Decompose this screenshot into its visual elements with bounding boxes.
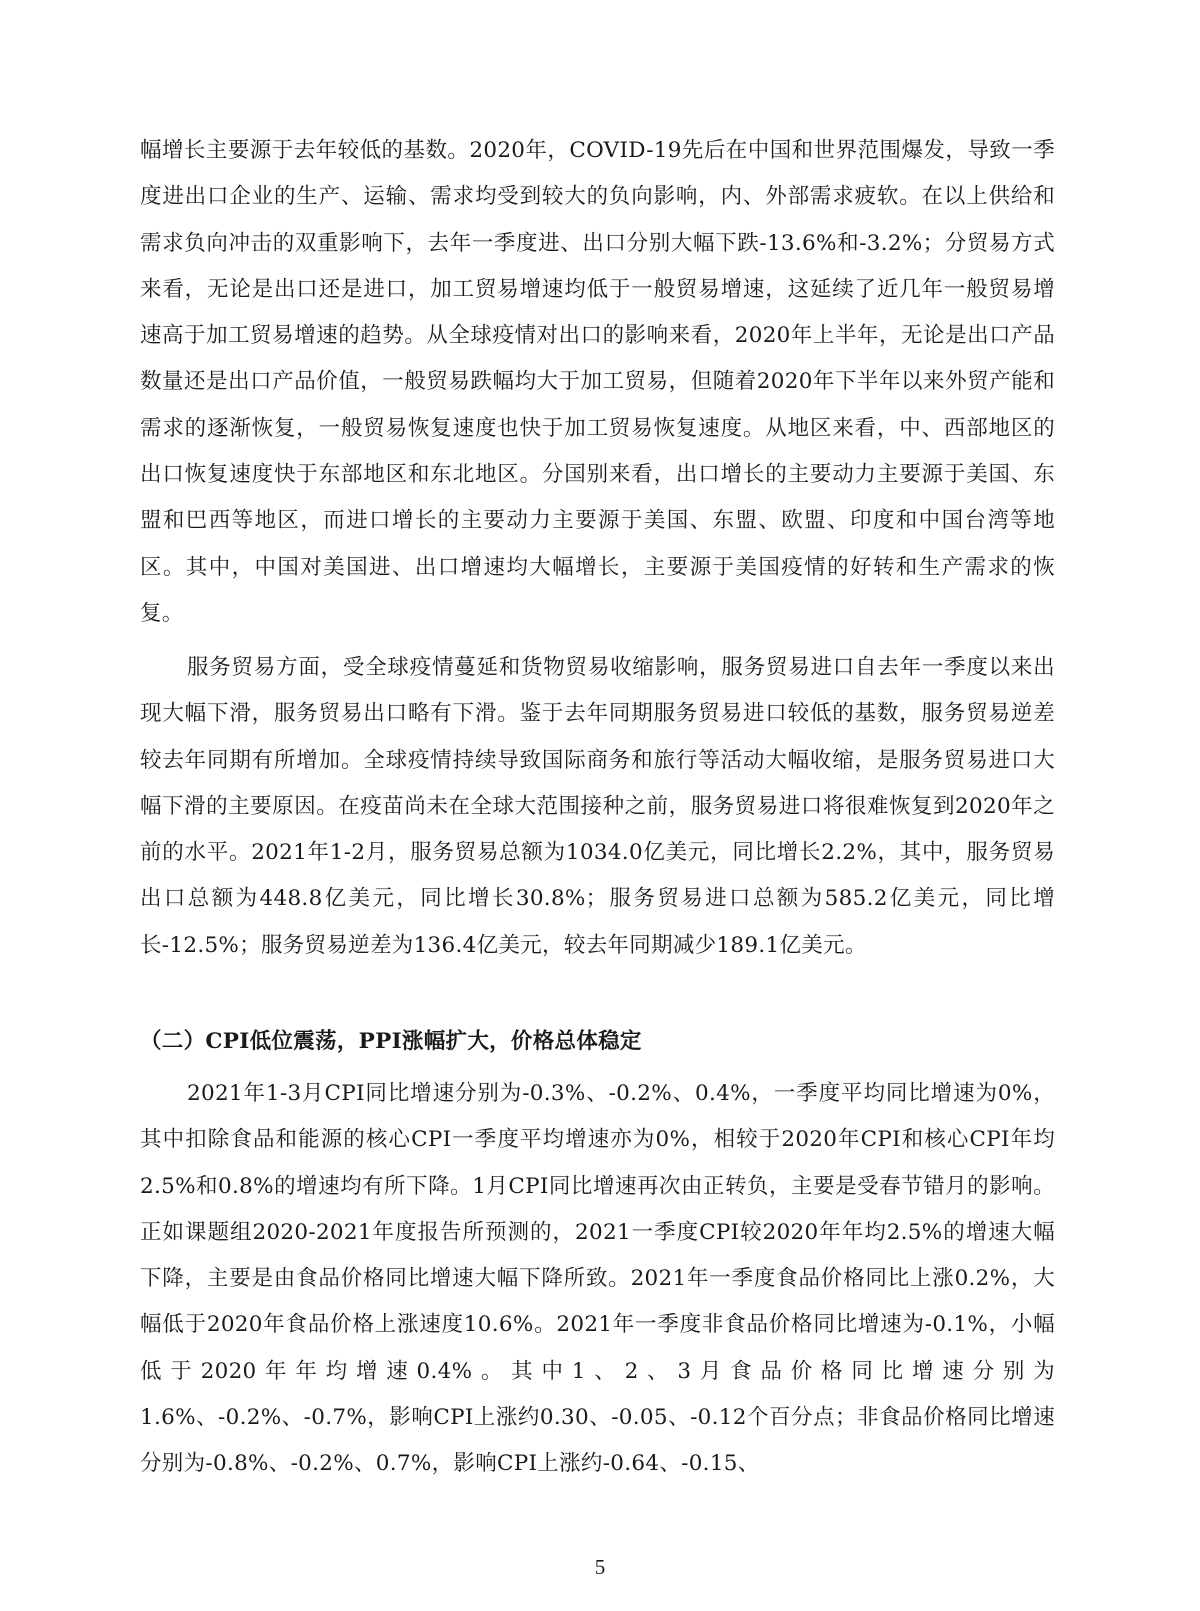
section-heading-cpi-ppi: （二）CPI低位震荡，PPI涨幅扩大，价格总体稳定 xyxy=(140,1029,642,1054)
page-number: 5 xyxy=(594,1555,606,1579)
body-paragraph-trade: 幅增长主要源于去年较低的基数。2020年，COVID-19先后在中国和世界范围爆发，导致一季度进出口企业的生产、运输、需求均受到较大的负向影响，内、外部需求疲软。在以上供给和需求负向冲击的双重影响下，去年一季度进、出口分别大幅下跌-13.6%和-3.2%；分贸易方式来看，无论是出口还是进口，加工贸易增速均低于一般贸易增速，这延续了近几年一般贸易增速高于加工贸易增速的趋势。从全球疫情对出口的影响来看，2020年上半年，无论是出口产品数量还是出口产品价值，一般贸易跌幅均大于加工贸易，但随着2020年下半年以来外贸产能和需求的逐渐恢复，一般贸易恢复速度也快于加工贸易恢复速度。从地区来看，中、西部地区的出口恢复速度快于东部地区和东北地区。分国别来看，出口增长的主要动力主要源于美国、东盟和巴西等地区，而进口增长的主要动力主要源于美国、东盟、欧盟、印度和中国台湾等地区。其中，中国对美国进、出口增速均大幅增长，主要源于美国疫情的好转和生产需求的恢复。 xyxy=(140,138,1055,626)
body-paragraph-services-trade: 服务贸易方面，受全球疫情蔓延和货物贸易收缩影响，服务贸易进口自去年一季度以来出现大幅下滑，服务贸易出口略有下滑。鉴于去年同期服务贸易进口较低的基数，服务贸易逆差较去年同期有所增加。全球疫情持续导致国际商务和旅行等活动大幅收缩，是服务贸易进口大幅下滑的主要原因。在疫苗尚未在全球大范围接种之前，服务贸易进口将很难恢复到2020年之前的水平。2021年1-2月，服务贸易总额为1034.0亿美元，同比增长2.2%，其中，服务贸易出口总额为448.8亿美元，同比增长30.8%；服务贸易进口总额为585.2亿美元，同比增长-12.5%；服务贸易逆差为136.4亿美元，较去年同期减少189.1亿美元。 xyxy=(140,655,1055,958)
body-paragraph-cpi: 2021年1-3月CPI同比增速分别为-0.3%、-0.2%、0.4%，一季度平均同比增速为0%，其中扣除食品和能源的核心CPI一季度平均增速亦为0%，相较于2020年CPI和核心CPI年均2.5%和0.8%的增速均有所下降。1月CPI同比增速再次由正转负，主要是受春节错月的影响。正如课题组2020-2021年度报告所预测的，2021一季度CPI较2020年年均2.5%的增速大幅下降，主要是由食品价格同比增速大幅下降所致。2021年一季度食品价格同比上涨0.2%，大幅低于2020年食品价格上涨速度10.6%。2021年一季度非食品价格同比增速为-0.1%，小幅低于2020年年均增速0.4%。其中1、2、3月食品价格同比增速分别为1.6%、-0.2%、-0.7%，影响CPI上涨约0.30、-0.05、-0.12个百分点；非食品价格同比增速分别为-0.8%、-0.2%、0.7%，影响CPI上涨约-0.64、-0.15、 xyxy=(140,1081,1055,1477)
